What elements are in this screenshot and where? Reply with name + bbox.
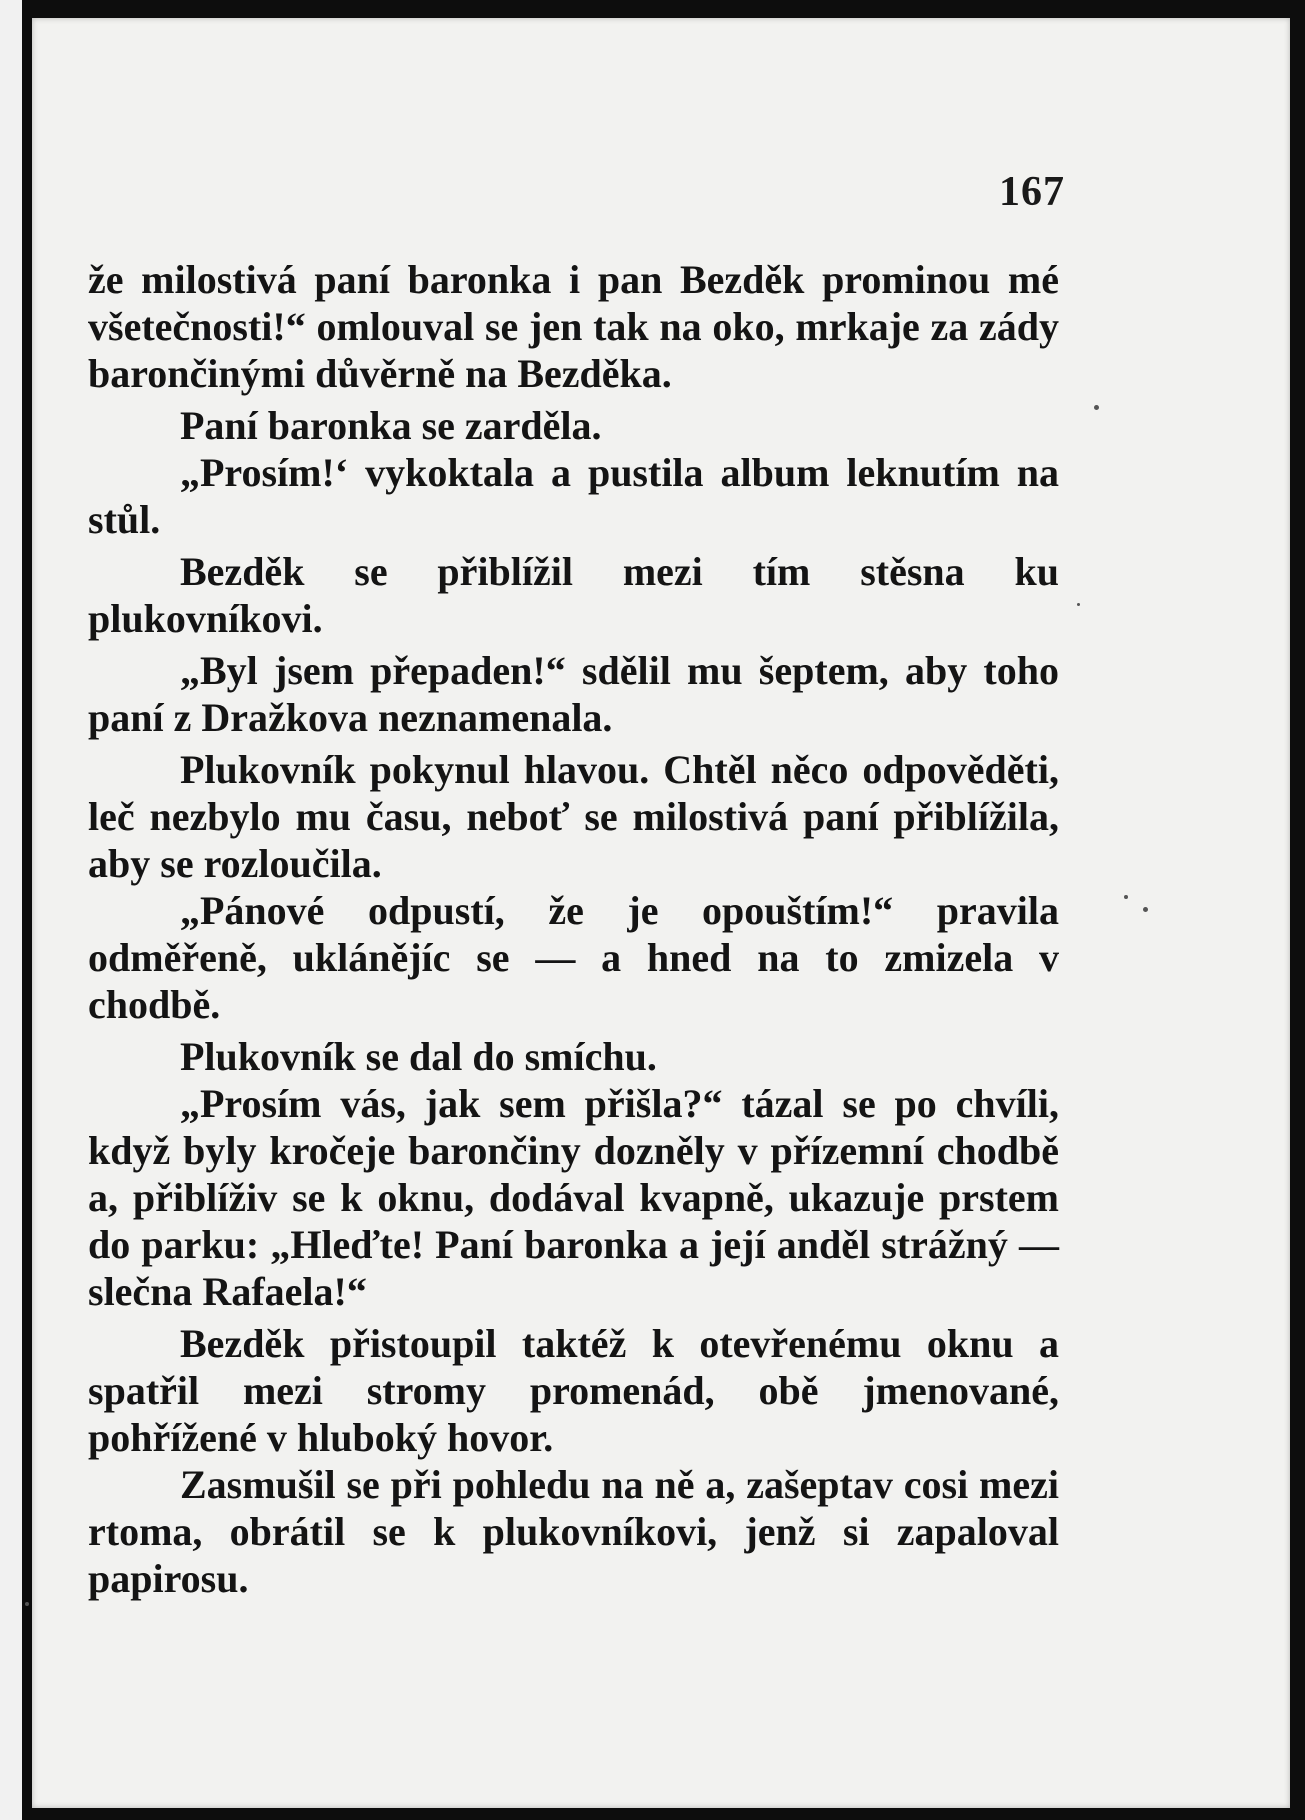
- paragraph-7: „Pánové odpustí, že je opouštím!“ pravila odměřeně, uklánějíc se — a hned na to zmizela v chodbě.: [88, 888, 1059, 1027]
- paragraph-2: Paní baronka se zarděla.: [180, 403, 602, 448]
- paragraph-9: „Prosím vás, jak sem přišla?“ tázal se po chvíli, když byly kročeje barončiny dozněly v přízemní chodbě a, přiblíživ se k oknu, dodával kvapně, ukazuje prstem do parku: „Hleďte! Paní baronka a její anděl strážný — slečna Rafaela!“: [88, 1081, 1059, 1314]
- paragraph-4: Bezděk se přiblížil mezi tím stěsna ku plukovníkovi.: [88, 549, 1059, 641]
- scan-speck: [1143, 907, 1148, 912]
- paragraph-6: Plukovník pokynul hlavou. Chtěl něco odpověděti, leč nezbylo mu času, neboť se milostivá paní přiblížila, aby se rozloučila.: [88, 747, 1059, 886]
- paragraph-11: Zasmušil se při pohledu na ně a, zašeptav cosi mezi rtoma, obrátil se k plukovníkovi, jenž si zapaloval papirosu.: [88, 1462, 1059, 1601]
- paragraph-5: „Byl jsem přepaden!“ sdělil mu šeptem, aby toho paní z Dražkova neznamenala.: [88, 648, 1059, 740]
- scan-speck: [25, 1602, 29, 1606]
- adjacent-page-edge: [0, 0, 22, 1820]
- body-text: [88, 256, 1059, 1602]
- page-number: 167: [999, 169, 1065, 215]
- scan-speck: [1124, 895, 1128, 899]
- scan-speck: [1094, 405, 1099, 410]
- scan-speck: [1077, 603, 1080, 606]
- paragraph-1: že milostivá paní baronka i pan Bezděk prominou mé všetečnosti!“ omlouval se jen tak na oko, mrkaje za zády barončinými důvěrně na Bezděka.: [88, 257, 1059, 396]
- paragraph-3: „Prosím!‘ vykoktala a pustila album leknutím na stůl.: [88, 450, 1059, 542]
- paragraph-8: Plukovník se dal do smíchu.: [180, 1034, 657, 1079]
- paragraph-10: Bezděk přistoupil taktéž k otevřenému oknu a spatřil mezi stromy promenád, obě jmenované, pohřížené v hluboký hovor.: [88, 1321, 1059, 1460]
